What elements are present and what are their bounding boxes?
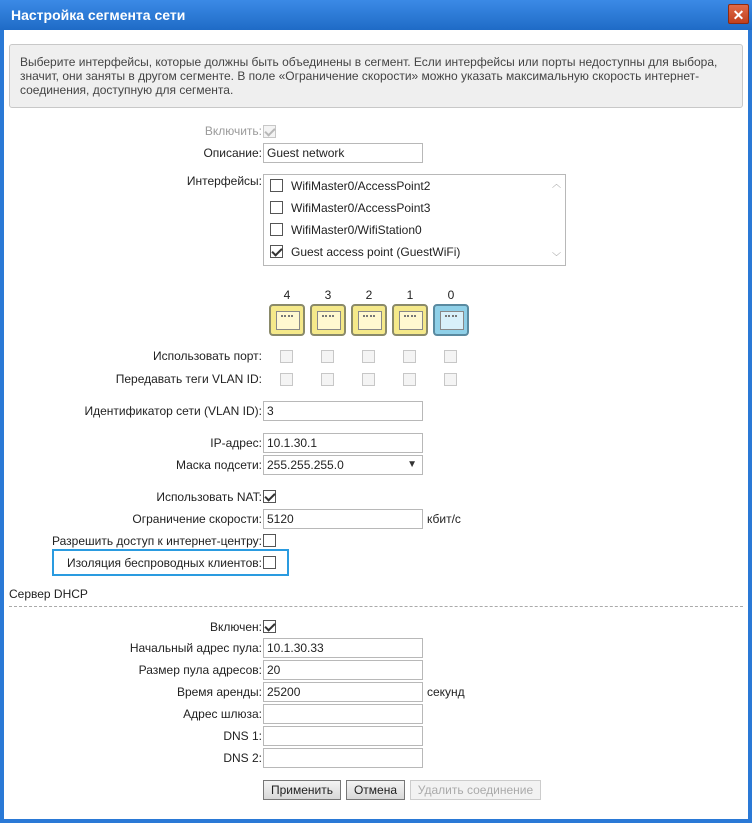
info-box: Выберите интерфейсы, которые должны быть объединены в сегмент. Если интерфейсы или порты недоступны для выбора, значит, они заняты в другом сегменте. В поле «Ограничение скорости» можно указать максимальную скорость интернет-соединения, доступную для сегмента. [9,44,743,108]
description-input[interactable]: Guest network [263,143,423,163]
ip-input[interactable]: 10.1.30.1 [263,433,423,453]
mask-select[interactable] [263,455,423,475]
vlan-tag-checkbox[interactable] [444,373,457,386]
interface-checkbox[interactable] [270,179,283,192]
use-port-label: Использовать порт: [153,349,262,363]
list-item[interactable] [270,242,550,262]
title-bar[interactable] [0,0,752,30]
description-label: Описание: [203,146,262,160]
use-port-checkbox[interactable] [362,350,375,363]
section-divider [9,606,743,607]
port-number: 4 [283,288,291,302]
pool-size-input[interactable]: 20 [263,660,423,680]
ethernet-port-icon [392,304,428,336]
nat-checkbox[interactable] [263,490,276,503]
dns1-label: DNS 1: [223,729,262,743]
scroll-up-icon[interactable]: ︿ [551,179,561,189]
dns2-input[interactable] [263,748,423,768]
speed-label: Ограничение скорости: [132,512,262,526]
vlan-tag-checkbox[interactable] [362,373,375,386]
interface-label: WifiMaster0/AccessPoint3 [291,201,431,215]
interface-checkbox[interactable] [270,245,283,258]
chevron-down-icon: ▼ [407,459,417,470]
use-port-checkbox[interactable] [280,350,293,363]
ethernet-port-icon [351,304,387,336]
gateway-label: Адрес шлюза: [183,707,262,721]
delete-connection-button[interactable]: Удалить соединение [410,780,541,800]
apply-button[interactable]: Применить [263,780,341,800]
lease-input[interactable]: 25200 [263,682,423,702]
ethernet-port-icon [269,304,305,336]
access-checkbox[interactable] [263,534,276,547]
pool-size-label: Размер пула адресов: [138,663,262,677]
vlan-id-input[interactable]: 3 [263,401,423,421]
speed-unit: кбит/с [427,512,461,526]
list-item[interactable] [270,220,550,240]
access-label: Разрешить доступ к интернет-центру: [52,534,262,548]
use-port-checkbox[interactable] [444,350,457,363]
ethernet-port-icon [310,304,346,336]
isolation-label: Изоляция беспроводных клиентов: [67,556,262,570]
isolation-checkbox[interactable] [263,556,276,569]
enable-label: Включить: [204,124,262,138]
vlan-id-label: Идентификатор сети (VLAN ID): [84,404,262,418]
interfaces-label: Интерфейсы: [186,174,262,188]
port-number: 3 [324,288,332,302]
list-item[interactable] [270,176,550,196]
cancel-button[interactable]: Отмена [346,780,405,800]
dhcp-enabled-label: Включен: [209,620,262,634]
lease-label: Время аренды: [176,685,262,699]
list-item[interactable] [270,198,550,218]
port-number: 1 [406,288,414,302]
use-port-checkbox[interactable] [321,350,334,363]
mask-label: Маска подсети: [175,458,262,472]
interface-checkbox[interactable] [270,223,283,236]
ethernet-port-icon [433,304,469,336]
dhcp-section-title: Сервер DHCP [9,587,88,601]
pool-start-input[interactable]: 10.1.30.33 [263,638,423,658]
speed-input[interactable]: 5120 [263,509,423,529]
vlan-tags-label: Передавать теги VLAN ID: [115,372,262,386]
pool-start-label: Начальный адрес пула: [129,641,262,655]
port-number: 2 [365,288,373,302]
port-number: 0 [447,288,455,302]
vlan-tag-checkbox[interactable] [403,373,416,386]
scroll-down-icon[interactable]: ﹀ [551,252,561,262]
nat-label: Использовать NAT: [156,490,262,504]
use-port-checkbox[interactable] [403,350,416,363]
dns2-label: DNS 2: [223,751,262,765]
interface-label: WifiMaster0/AccessPoint2 [291,179,431,193]
dhcp-enabled-checkbox[interactable] [263,620,276,633]
vlan-tag-checkbox[interactable] [321,373,334,386]
dialog-content [4,30,748,819]
mask-value: 255.255.255.0 [267,458,344,472]
close-icon[interactable]: ✕ [728,4,749,24]
interface-label: Guest access point (GuestWiFi) [291,245,461,259]
dns1-input[interactable] [263,726,423,746]
dialog-title: Настройка сегмента сети [11,7,186,23]
enable-checkbox[interactable] [263,125,276,138]
ip-label: IP-адрес: [210,436,262,450]
lease-unit: секунд [427,685,465,699]
interfaces-list[interactable] [263,174,566,266]
interface-checkbox[interactable] [270,201,283,214]
gateway-input[interactable] [263,704,423,724]
vlan-tag-checkbox[interactable] [280,373,293,386]
interface-label: WifiMaster0/WifiStation0 [291,223,422,237]
